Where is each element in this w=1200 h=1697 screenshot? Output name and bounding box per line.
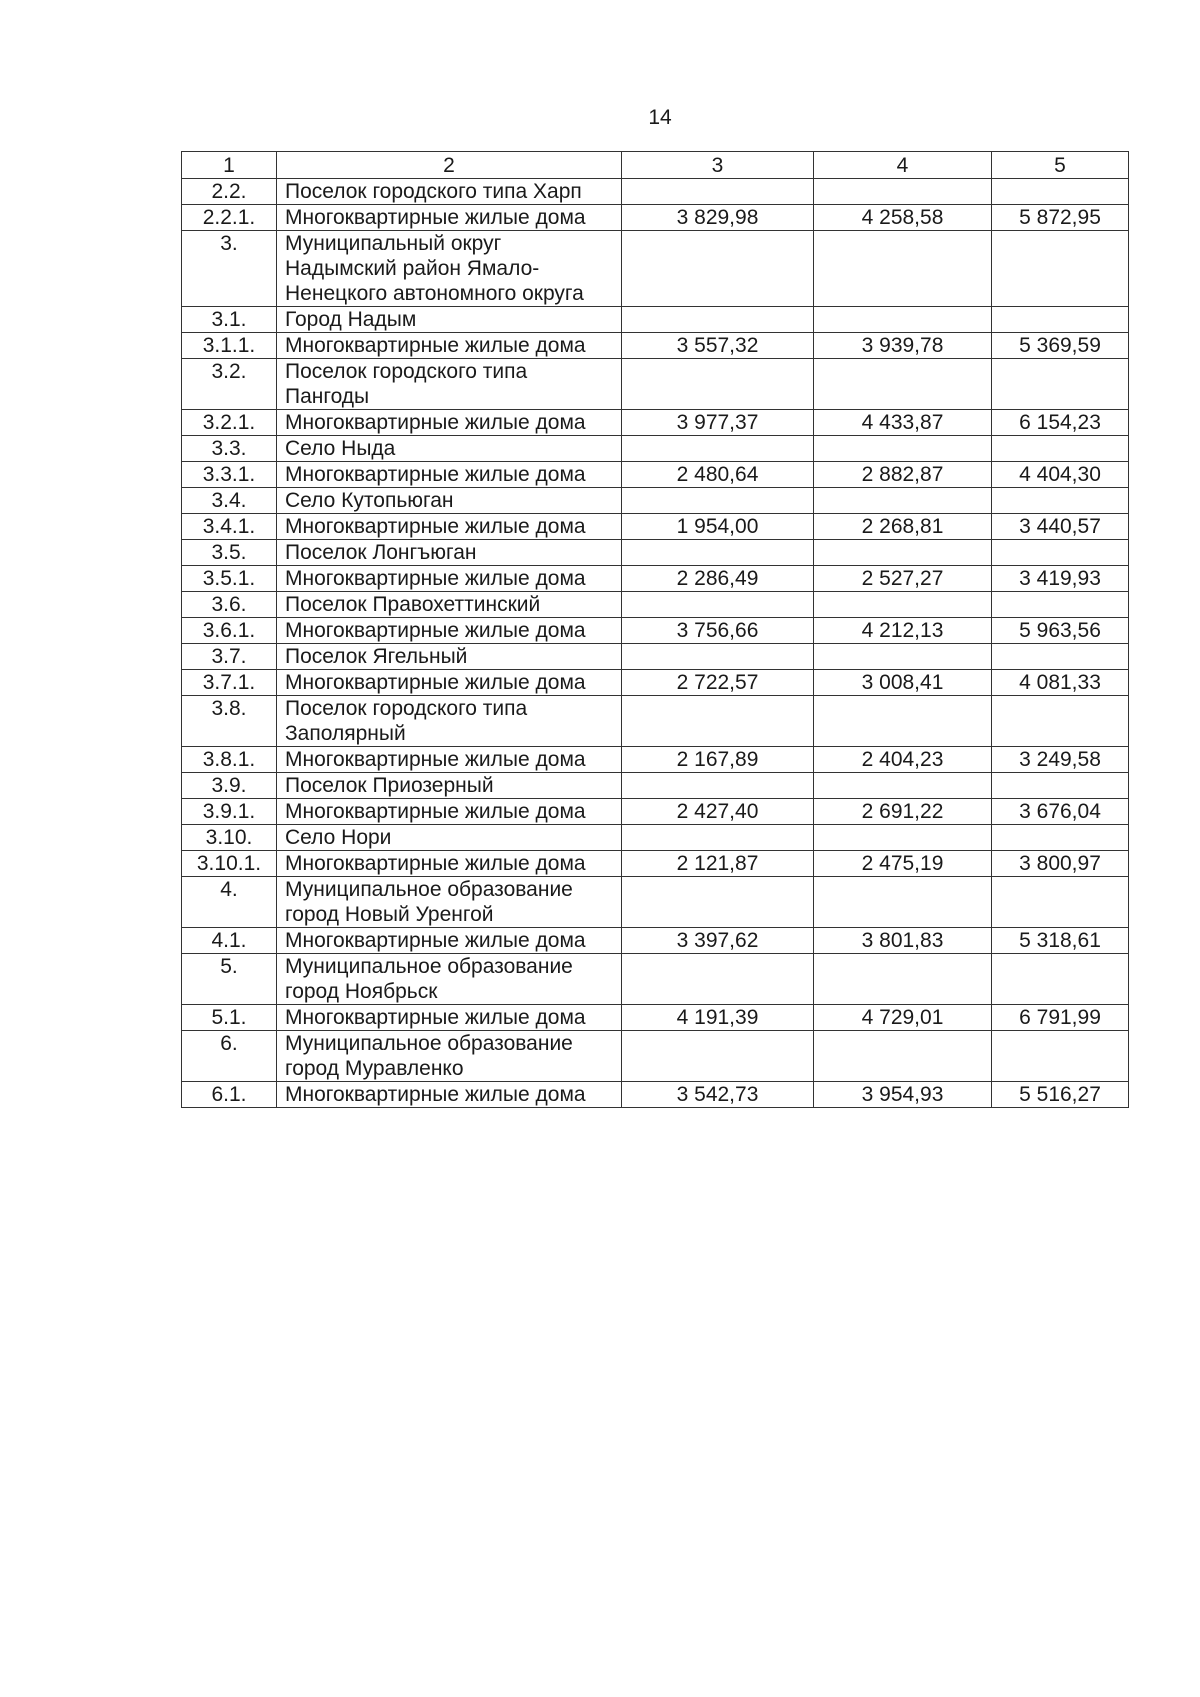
- value-col3-cell: 3 977,37: [622, 410, 814, 436]
- value-col3-cell: 3 397,62: [622, 928, 814, 954]
- value-col3-cell: [622, 877, 814, 928]
- value-col4-cell: [814, 179, 992, 205]
- table-row: [182, 696, 1129, 747]
- tariff-table: [181, 151, 1129, 1108]
- value-col3-cell: [622, 307, 814, 333]
- value-col3-cell: [622, 592, 814, 618]
- row-name-cell: Многоквартирные жилые дома: [277, 928, 622, 954]
- value-col3-cell: [622, 773, 814, 799]
- row-name-cell: Поселок городского типа Пангоды: [277, 359, 622, 410]
- row-number-cell: 3.10.: [182, 825, 277, 851]
- row-name-cell: Село Кутопьюган: [277, 488, 622, 514]
- value-col4-cell: [814, 359, 992, 410]
- value-col3-cell: [622, 231, 814, 307]
- row-name-cell: Село Ныда: [277, 436, 622, 462]
- row-number-cell: 3.8.1.: [182, 747, 277, 773]
- table-row: [182, 747, 1129, 773]
- row-number-cell: 3.: [182, 231, 277, 307]
- row-number-cell: 3.6.: [182, 592, 277, 618]
- row-name-cell: Поселок Приозерный: [277, 773, 622, 799]
- table-row: [182, 1031, 1129, 1082]
- value-col4-cell: [814, 696, 992, 747]
- value-col3-cell: 4 191,39: [622, 1005, 814, 1031]
- value-col5-cell: [992, 592, 1129, 618]
- row-number-cell: 5.: [182, 954, 277, 1005]
- value-col3-cell: 3 756,66: [622, 618, 814, 644]
- value-col5-cell: [992, 359, 1129, 410]
- value-col4-cell: [814, 307, 992, 333]
- value-col3-cell: 3 542,73: [622, 1082, 814, 1108]
- value-col3-cell: 1 954,00: [622, 514, 814, 540]
- row-name-cell: Многоквартирные жилые дома: [277, 410, 622, 436]
- row-name-cell: Поселок Ягельный: [277, 644, 622, 670]
- value-col5-cell: 5 369,59: [992, 333, 1129, 359]
- value-col4-cell: 3 008,41: [814, 670, 992, 696]
- value-col5-cell: 5 318,61: [992, 928, 1129, 954]
- value-col4-cell: 3 939,78: [814, 333, 992, 359]
- row-number-cell: 4.: [182, 877, 277, 928]
- value-col4-cell: 2 882,87: [814, 462, 992, 488]
- value-col5-cell: [992, 1031, 1129, 1082]
- value-col3-cell: [622, 954, 814, 1005]
- value-col4-cell: 4 433,87: [814, 410, 992, 436]
- table-body: [182, 179, 1129, 1108]
- row-number-cell: 3.4.: [182, 488, 277, 514]
- row-number-cell: 5.1.: [182, 1005, 277, 1031]
- value-col5-cell: 6 791,99: [992, 1005, 1129, 1031]
- row-name-cell: Село Нори: [277, 825, 622, 851]
- row-number-cell: 3.3.1.: [182, 462, 277, 488]
- value-col3-cell: 2 121,87: [622, 851, 814, 877]
- value-col4-cell: 4 729,01: [814, 1005, 992, 1031]
- row-number-cell: 3.2.: [182, 359, 277, 410]
- table-row: [182, 231, 1129, 307]
- table-row: [182, 928, 1129, 954]
- value-col5-cell: [992, 231, 1129, 307]
- column-header-1: 1: [182, 152, 277, 179]
- row-name-cell: Многоквартирные жилые дома: [277, 333, 622, 359]
- value-col3-cell: 2 427,40: [622, 799, 814, 825]
- value-col5-cell: 4 404,30: [992, 462, 1129, 488]
- value-col4-cell: 2 475,19: [814, 851, 992, 877]
- row-number-cell: 3.9.: [182, 773, 277, 799]
- row-name-cell: Поселок городского типа Заполярный: [277, 696, 622, 747]
- value-col4-cell: 2 268,81: [814, 514, 992, 540]
- row-number-cell: 3.5.: [182, 540, 277, 566]
- value-col4-cell: 2 527,27: [814, 566, 992, 592]
- value-col5-cell: [992, 877, 1129, 928]
- value-col5-cell: 3 676,04: [992, 799, 1129, 825]
- row-number-cell: 4.1.: [182, 928, 277, 954]
- table-row: [182, 205, 1129, 231]
- table-row: [182, 825, 1129, 851]
- table-row: [182, 773, 1129, 799]
- table-row: [182, 410, 1129, 436]
- value-col5-cell: 3 249,58: [992, 747, 1129, 773]
- value-col3-cell: 3 557,32: [622, 333, 814, 359]
- value-col3-cell: 3 829,98: [622, 205, 814, 231]
- value-col5-cell: [992, 773, 1129, 799]
- value-col4-cell: 3 801,83: [814, 928, 992, 954]
- value-col4-cell: [814, 540, 992, 566]
- value-col3-cell: [622, 359, 814, 410]
- row-name-cell: Многоквартирные жилые дома: [277, 799, 622, 825]
- value-col5-cell: 3 419,93: [992, 566, 1129, 592]
- table-row: [182, 644, 1129, 670]
- table-row: [182, 436, 1129, 462]
- row-number-cell: 3.10.1.: [182, 851, 277, 877]
- value-col5-cell: 5 872,95: [992, 205, 1129, 231]
- value-col3-cell: [622, 1031, 814, 1082]
- row-number-cell: 3.9.1.: [182, 799, 277, 825]
- value-col5-cell: [992, 436, 1129, 462]
- column-header-3: 3: [622, 152, 814, 179]
- table-row: [182, 540, 1129, 566]
- table-row: [182, 954, 1129, 1005]
- value-col5-cell: [992, 954, 1129, 1005]
- value-col4-cell: 2 691,22: [814, 799, 992, 825]
- value-col4-cell: 4 212,13: [814, 618, 992, 644]
- value-col4-cell: 3 954,93: [814, 1082, 992, 1108]
- row-number-cell: 6.1.: [182, 1082, 277, 1108]
- value-col4-cell: 2 404,23: [814, 747, 992, 773]
- value-col5-cell: 4 081,33: [992, 670, 1129, 696]
- row-number-cell: 2.2.1.: [182, 205, 277, 231]
- value-col3-cell: [622, 179, 814, 205]
- value-col3-cell: [622, 644, 814, 670]
- row-name-cell: Многоквартирные жилые дома: [277, 566, 622, 592]
- row-name-cell: Муниципальное образование город Муравленко: [277, 1031, 622, 1082]
- value-col5-cell: [992, 540, 1129, 566]
- row-name-cell: Муниципальное образование город Ноябрьск: [277, 954, 622, 1005]
- row-number-cell: 3.7.: [182, 644, 277, 670]
- value-col4-cell: [814, 644, 992, 670]
- row-name-cell: Поселок городского типа Харп: [277, 179, 622, 205]
- row-number-cell: 3.4.1.: [182, 514, 277, 540]
- value-col3-cell: [622, 436, 814, 462]
- value-col5-cell: 5 516,27: [992, 1082, 1129, 1108]
- table-row: [182, 359, 1129, 410]
- row-name-cell: Поселок Правохеттинский: [277, 592, 622, 618]
- row-name-cell: Муниципальный округ Надымский район Ямало-Ненецкого автономного округа: [277, 231, 622, 307]
- table-header: [182, 152, 1129, 179]
- value-col3-cell: 2 167,89: [622, 747, 814, 773]
- row-name-cell: Многоквартирные жилые дома: [277, 514, 622, 540]
- row-number-cell: 6.: [182, 1031, 277, 1082]
- row-name-cell: Многоквартирные жилые дома: [277, 205, 622, 231]
- value-col5-cell: [992, 696, 1129, 747]
- table-row: [182, 799, 1129, 825]
- row-name-cell: Многоквартирные жилые дома: [277, 670, 622, 696]
- table-row: [182, 179, 1129, 205]
- row-number-cell: 3.6.1.: [182, 618, 277, 644]
- row-name-cell: Многоквартирные жилые дома: [277, 618, 622, 644]
- value-col4-cell: [814, 773, 992, 799]
- value-col4-cell: [814, 954, 992, 1005]
- table-row: [182, 592, 1129, 618]
- row-name-cell: Многоквартирные жилые дома: [277, 1005, 622, 1031]
- table-row: [182, 851, 1129, 877]
- value-col5-cell: [992, 825, 1129, 851]
- value-col4-cell: [814, 1031, 992, 1082]
- value-col4-cell: [814, 592, 992, 618]
- table-row: [182, 1005, 1129, 1031]
- value-col3-cell: [622, 696, 814, 747]
- row-name-cell: Многоквартирные жилые дома: [277, 747, 622, 773]
- value-col4-cell: [814, 231, 992, 307]
- value-col5-cell: 6 154,23: [992, 410, 1129, 436]
- table-row: [182, 514, 1129, 540]
- row-number-cell: 3.2.1.: [182, 410, 277, 436]
- value-col4-cell: [814, 825, 992, 851]
- table-row: [182, 462, 1129, 488]
- table-row: [182, 670, 1129, 696]
- row-name-cell: Муниципальное образование город Новый Уренгой: [277, 877, 622, 928]
- header-row: [182, 152, 1129, 179]
- value-col5-cell: [992, 488, 1129, 514]
- row-number-cell: 2.2.: [182, 179, 277, 205]
- value-col3-cell: [622, 488, 814, 514]
- table-row: [182, 333, 1129, 359]
- column-header-2: 2: [277, 152, 622, 179]
- row-number-cell: 3.1.: [182, 307, 277, 333]
- row-number-cell: 3.1.1.: [182, 333, 277, 359]
- row-name-cell: Многоквартирные жилые дома: [277, 1082, 622, 1108]
- table-row: [182, 488, 1129, 514]
- table-row: [182, 877, 1129, 928]
- value-col5-cell: [992, 179, 1129, 205]
- value-col5-cell: 3 800,97: [992, 851, 1129, 877]
- row-number-cell: 3.3.: [182, 436, 277, 462]
- row-name-cell: Многоквартирные жилые дома: [277, 462, 622, 488]
- table-row: [182, 618, 1129, 644]
- value-col3-cell: [622, 825, 814, 851]
- value-col3-cell: 2 286,49: [622, 566, 814, 592]
- value-col4-cell: 4 258,58: [814, 205, 992, 231]
- value-col3-cell: [622, 540, 814, 566]
- page-number: 14: [648, 106, 672, 129]
- value-col5-cell: [992, 307, 1129, 333]
- value-col3-cell: 2 722,57: [622, 670, 814, 696]
- column-header-5: 5: [992, 152, 1129, 179]
- column-header-4: 4: [814, 152, 992, 179]
- table-row: [182, 1082, 1129, 1108]
- value-col5-cell: [992, 644, 1129, 670]
- row-name-cell: Город Надым: [277, 307, 622, 333]
- value-col4-cell: [814, 877, 992, 928]
- value-col5-cell: 3 440,57: [992, 514, 1129, 540]
- row-number-cell: 3.8.: [182, 696, 277, 747]
- value-col4-cell: [814, 488, 992, 514]
- table-row: [182, 307, 1129, 333]
- row-name-cell: Многоквартирные жилые дома: [277, 851, 622, 877]
- value-col3-cell: 2 480,64: [622, 462, 814, 488]
- value-col4-cell: [814, 436, 992, 462]
- value-col5-cell: 5 963,56: [992, 618, 1129, 644]
- table-row: [182, 566, 1129, 592]
- row-name-cell: Поселок Лонгъюган: [277, 540, 622, 566]
- row-number-cell: 3.5.1.: [182, 566, 277, 592]
- row-number-cell: 3.7.1.: [182, 670, 277, 696]
